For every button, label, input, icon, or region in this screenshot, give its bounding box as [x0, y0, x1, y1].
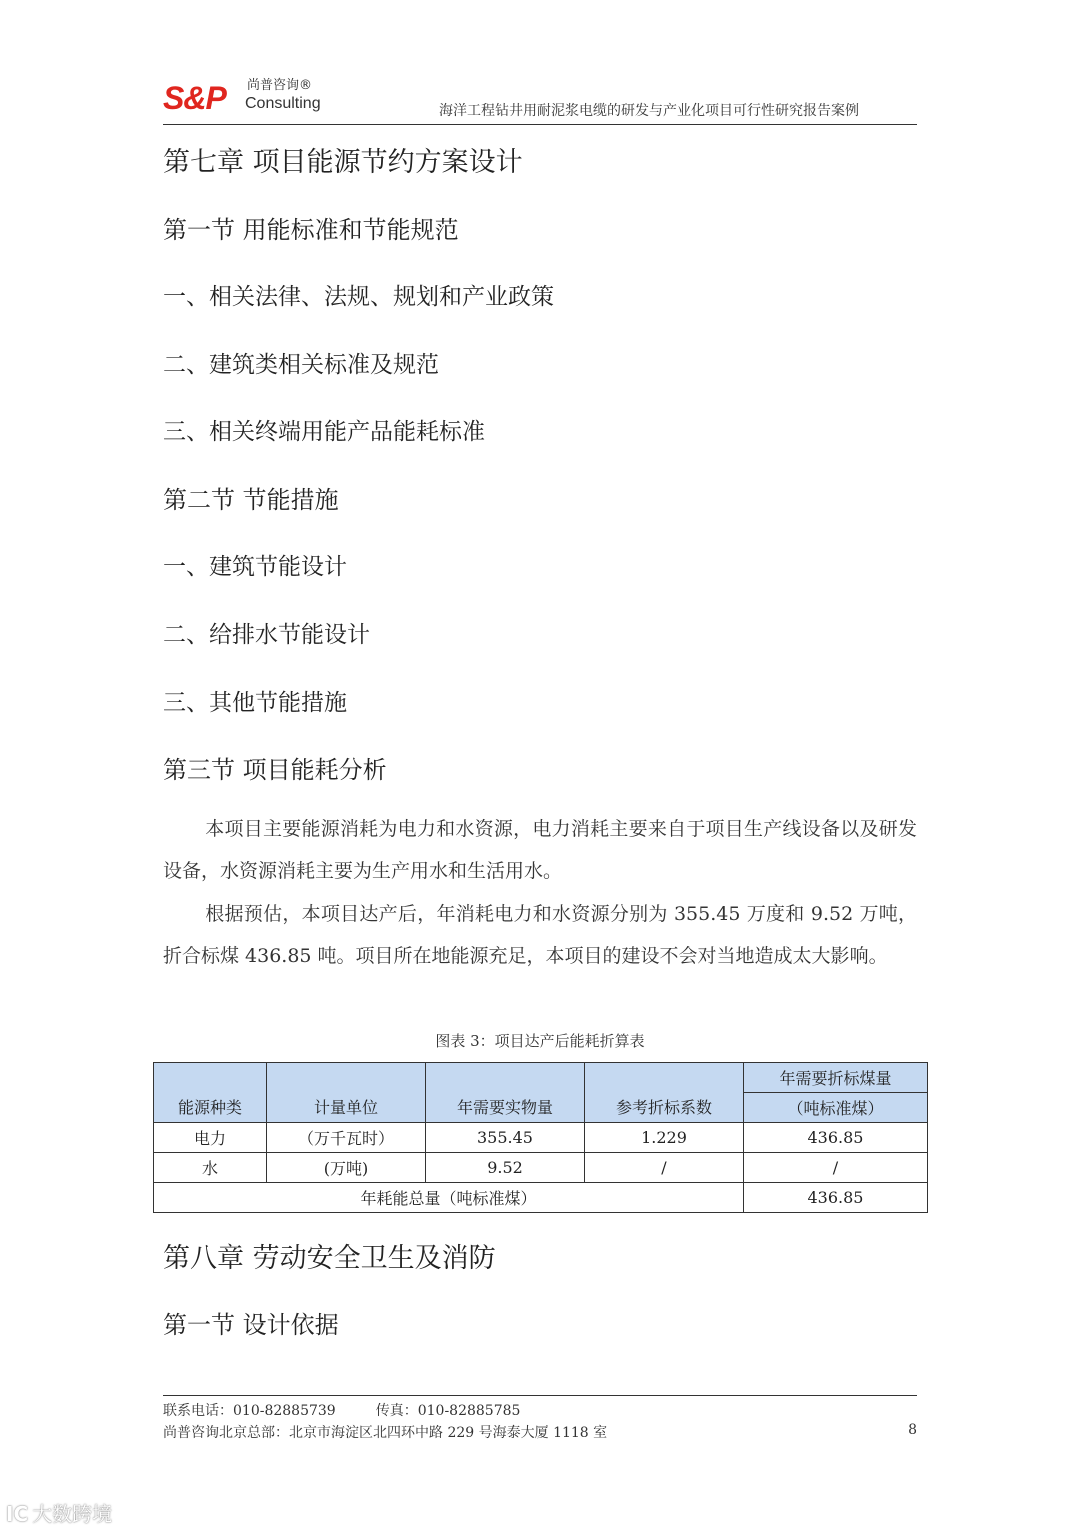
section-1-heading: 第一节 用能标准和节能规范	[163, 216, 459, 244]
logo-mark: S&P	[163, 80, 226, 116]
cell-unit: （万千瓦时）	[267, 1123, 426, 1153]
logo-chinese-name: 尚普咨询®	[247, 78, 313, 93]
header-energy-type: 能源种类	[154, 1063, 267, 1123]
watermark	[6, 1498, 112, 1527]
total-value: 436.85	[744, 1183, 928, 1213]
footer-contact	[163, 1400, 520, 1420]
logo-english-name: Consulting	[245, 95, 321, 112]
watermark-logo-icon: IC	[6, 1502, 29, 1526]
chapter-7-heading: 第七章 项目能源节约方案设计	[163, 147, 523, 178]
section-1-item-2: 二、建筑类相关标准及规范	[163, 352, 439, 378]
table-caption: 图表 3：项目达产后能耗折算表	[435, 1032, 645, 1050]
section-1-item-1: 一、相关法律、法规、规划和产业政策	[163, 284, 554, 310]
cell-coal: /	[744, 1153, 928, 1183]
report-title: 海洋工程钻井用耐泥浆电缆的研发与产业化项目可行性研究报告案例	[439, 103, 859, 119]
header-unit: 计量单位	[267, 1063, 426, 1123]
table-row	[154, 1153, 928, 1183]
section-2-item-2: 二、给排水节能设计	[163, 622, 370, 648]
section-1-item-3: 三、相关终端用能产品能耗标准	[163, 419, 485, 445]
header-quantity: 年需要实物量	[426, 1063, 585, 1123]
cell-type: 水	[154, 1153, 267, 1183]
chapter-8-section-1-heading: 第一节 设计依据	[163, 1311, 339, 1339]
section-2-item-3: 三、其他节能措施	[163, 690, 347, 716]
section-2-heading: 第二节 节能措施	[163, 486, 339, 514]
cell-coefficient: 1.229	[585, 1123, 744, 1153]
paragraph-2-text: 根据预估，本项目达产后，年消耗电力和水资源分别为 355.45 万度和 9.52 万吨，折合标煤 436.85 吨。项目所在地能源充足，本项目的建设不会对当地造成太大影响。	[163, 903, 917, 967]
page-footer	[163, 1395, 917, 1441]
cell-type: 电力	[154, 1123, 267, 1153]
footer-phone: 联系电话：010-82885739	[163, 1403, 336, 1419]
cell-quantity: 9.52	[426, 1153, 585, 1183]
footer-fax: 传真：010-82885785	[375, 1403, 521, 1419]
cell-coal: 436.85	[744, 1123, 928, 1153]
total-label: 年耗能总量（吨标准煤）	[154, 1183, 744, 1213]
paragraph-energy-estimate	[163, 893, 917, 977]
page-header	[163, 76, 917, 125]
page-number: 8	[908, 1422, 917, 1438]
paragraph-energy-sources	[163, 808, 917, 892]
table-total-row	[154, 1183, 928, 1213]
header-coal-bottom: （吨标准煤）	[744, 1093, 928, 1123]
cell-unit: (万吨)	[267, 1153, 426, 1183]
table-row	[154, 1123, 928, 1153]
section-3-heading: 第三节 项目能耗分析	[163, 756, 387, 784]
watermark-text: 大数跨境	[32, 1502, 113, 1526]
cell-quantity: 355.45	[426, 1123, 585, 1153]
chapter-8-heading: 第八章 劳动安全卫生及消防	[163, 1243, 496, 1274]
cell-coefficient: /	[585, 1153, 744, 1183]
paragraph-1-text: 本项目主要能源消耗为电力和水资源，电力消耗主要来自于项目生产线设备以及研发设备，水资源消耗主要为生产用水和生活用水。	[163, 818, 917, 882]
section-2-item-1: 一、建筑节能设计	[163, 554, 347, 580]
header-coal-top: 年需要折标煤量	[744, 1063, 928, 1093]
energy-table	[153, 1062, 928, 1213]
footer-address: 尚普咨询北京总部：北京市海淀区北四环中路 229 号海泰大厦 1118 室	[163, 1425, 608, 1441]
header-coefficient: 参考折标系数	[585, 1063, 744, 1123]
